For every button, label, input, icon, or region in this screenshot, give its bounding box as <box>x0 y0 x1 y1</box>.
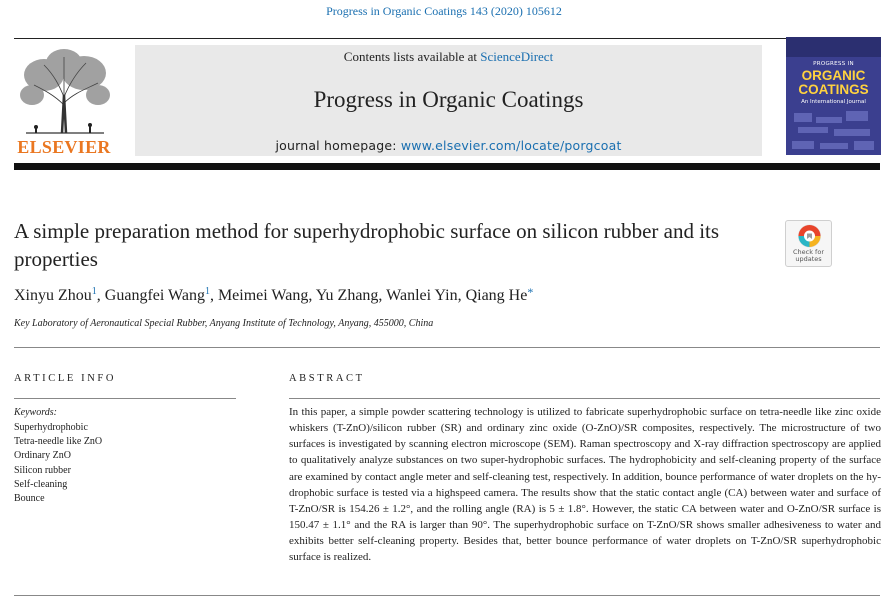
keywords-list <box>14 421 102 506</box>
keyword-item: Self-cleaning <box>14 478 68 490</box>
author-separator: , <box>209 287 218 304</box>
crossmark-icon <box>786 223 833 251</box>
badge-label <box>786 249 831 263</box>
masthead-bar <box>14 163 880 170</box>
keyword-item: Silicon rubber <box>14 464 71 476</box>
homepage-link[interactable]: www.elsevier.com/locate/porgcoat <box>400 138 622 153</box>
contents-availability <box>135 49 762 65</box>
author-name[interactable]: Qiang He <box>465 287 528 304</box>
abstract-text: In this paper, a simple powder scattering technology is utilized to fabricate superhydrophobic surface on tetra-needle like zinc oxide whiskers (T-ZnO)/silicon rubber (SR) and ordinary zinc oxide (O-ZnO)/SR composites, respectively. The microstructure of two surfaces is investigated by scanning electron microscope (SEM). Raman spectroscopy and X-ray diffraction spectroscopy are applied to qualitatively analyze substances on two super-hydrophobic surfaces. The hydrophobicity and self-cleaning property of the surface are examined by contact angle meter and self-cleaning test, respectively. In addition, bounce performance of water droplets on the hy-drophobic surface is tested via a highspeed camera. The results show that the static contact angle (CA) between water and surface of T-ZnO/SR is 154.26 ± 1.2°, and the rolling angle (RA) is 5 ± 1.8°. However, the static CA between water and O-ZnO/SR surface is 150.47 ± 1.1° and the RA is larger than 90°. The superhydrophobic surface on T-ZnO/SR shows smaller adhesiveness to water and exhibits better self-cleaning property. Besides that, better bounce performance of water droplets on T-ZnO/SR superhydrophobic surface is realized. <box>289 406 881 564</box>
bottom-rule <box>14 595 880 596</box>
badge-line2: updates <box>795 255 822 263</box>
running-head[interactable]: Progress in Organic Coatings 143 (2020) 105612 <box>326 4 562 18</box>
keywords-label: Keywords: <box>14 407 57 418</box>
journal-cover[interactable] <box>786 37 881 155</box>
author-footnote-mark[interactable]: 1 <box>91 286 97 297</box>
tree-logo-icon <box>14 45 114 137</box>
author-name[interactable]: Xinyu Zhou <box>14 287 92 304</box>
author-name[interactable]: Wanlei Yin <box>386 287 458 304</box>
keyword-item: Superhydrophobic <box>14 422 88 433</box>
keyword-item: Bounce <box>14 493 45 505</box>
publisher-name: ELSEVIER <box>17 137 111 157</box>
abstract-heading: ABSTRACT <box>289 373 365 384</box>
publisher-logo[interactable] <box>14 45 114 157</box>
article-info-heading: ARTICLE INFO <box>14 373 117 384</box>
keyword-item: Tetra-needle like ZnO <box>14 436 103 448</box>
corresponding-author-mark[interactable]: * <box>527 285 534 299</box>
keyword-item: Ordinary ZnO <box>14 450 71 462</box>
author-list <box>14 285 533 305</box>
journal-title[interactable]: Progress in Organic Coatings <box>313 87 584 112</box>
contents-prefix: Contents lists available at <box>343 49 481 64</box>
cover-subtitle: An International Journal <box>801 99 866 105</box>
author-name[interactable]: Yu Zhang <box>315 287 379 304</box>
check-for-updates-badge[interactable] <box>785 220 832 267</box>
section-separator <box>14 347 880 348</box>
cover-title <box>786 69 881 97</box>
sciencedirect-link[interactable]: ScienceDirect <box>480 49 554 64</box>
cover-title-line2: COATINGS <box>798 82 869 97</box>
author-separator: , <box>96 287 105 304</box>
header-rule <box>14 38 880 39</box>
badge-line1: Check for <box>793 248 824 256</box>
author-separator: , <box>457 287 466 304</box>
abstract-rule <box>289 398 880 399</box>
article-title: A simple preparation method for superhydrophobic surface on silicon rubber and its properties <box>14 219 720 271</box>
article-info-rule <box>14 398 236 399</box>
affiliation: Key Laboratory of Aeronautical Special Rubber, Anyang Institute of Technology, Anyang, 455000, China <box>14 318 434 329</box>
journal-masthead <box>135 45 762 156</box>
journal-homepage <box>135 138 762 153</box>
homepage-prefix: journal homepage: <box>275 138 401 153</box>
author-name[interactable]: Meimei Wang <box>217 287 309 304</box>
author-name[interactable]: Guangfei Wang <box>104 287 205 304</box>
author-separator: , <box>308 287 316 304</box>
author-separator: , <box>378 287 387 304</box>
cover-title-line1: ORGANIC <box>801 68 866 83</box>
cover-small-title: PROGRESS IN <box>813 61 854 67</box>
author-footnote-mark[interactable]: 1 <box>204 286 210 297</box>
